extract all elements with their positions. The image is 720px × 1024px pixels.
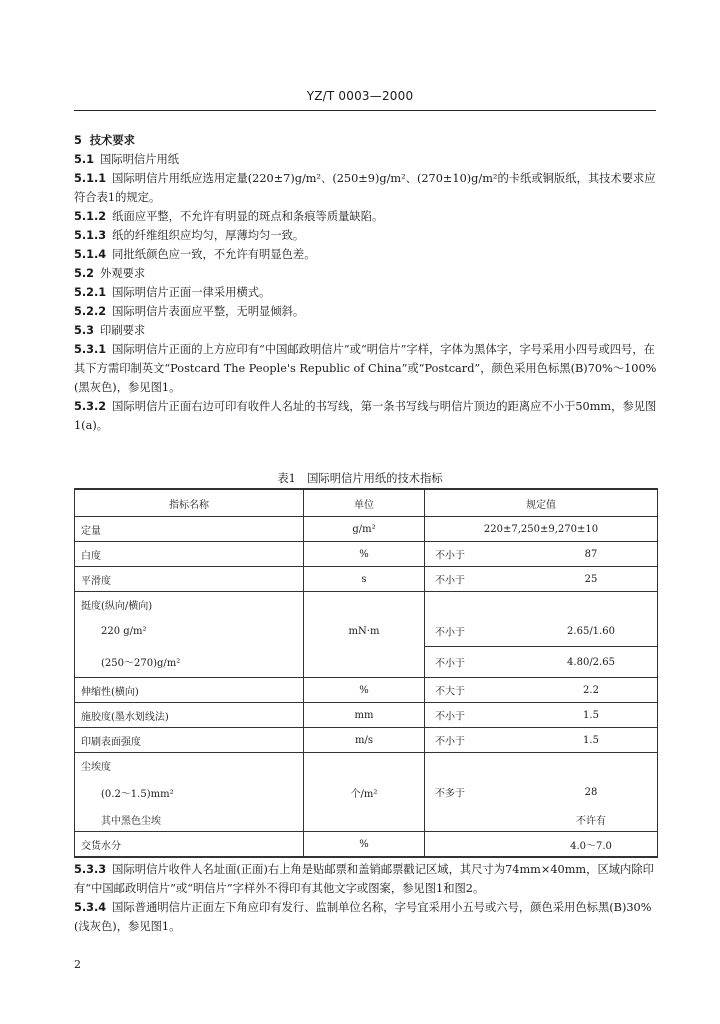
table-row: 白度 % 不小于 87 <box>75 542 658 567</box>
page-number: 2 <box>74 958 81 971</box>
clause-5-1-3: 5.1.3 纸的纤维组织应均匀，厚薄均匀一致。 <box>74 229 305 242</box>
clause-5-1: 5.1 国际明信片用纸 <box>74 153 180 166</box>
table-row: 220 g/m² mN·m 不小于 2.65/1.60 <box>75 616 658 647</box>
clause-5-3-3: 5.3.3 国际明信片收件人名址面(正面)右上角是贴邮票和盖销邮票戳记区域，其尺寸为74mm×40mm，区域内除印有“中国邮政明信片”或“明信片”字样外不得印有其他文字或图案，参见图1和图2。 <box>74 863 654 895</box>
table-caption: 表1 国际明信片用纸的技术指标 <box>277 472 443 485</box>
table-row: 印刷表面强度 m/s 不小于 1.5 <box>75 728 658 753</box>
table-header-row <box>75 489 658 517</box>
table-row: 平滑度 s 不小于 25 <box>75 567 658 592</box>
table-row: 伸缩性(横向) % 不大于 2.2 <box>75 678 658 703</box>
clause-5-3: 5.3 印刷要求 <box>74 324 146 337</box>
standard-number-header: YZ/T 0003—2000 <box>306 89 414 103</box>
clause-5-2: 5.2 外观要求 <box>74 267 146 280</box>
clause-5-1-4: 5.1.4 同批纸颜色应一致，不允许有明显色差。 <box>74 248 316 261</box>
clause-5-1-2: 5.1.2 纸面应平整，不允许有明显的斑点和条痕等质量缺陷。 <box>74 210 384 223</box>
header-spec: 规定值 <box>425 489 658 517</box>
header-name: 指标名称 <box>75 489 304 517</box>
header-unit: 单位 <box>304 489 425 517</box>
table-row: 施胶度(墨水划线法) mm 不小于 1.5 <box>75 703 658 728</box>
clause-5-3-1: 5.3.1 国际明信片正面的上方应印有“中国邮政明信片”或“明信片”字样，字体为黑体字，字号采用小四号或四号，在其下方需印制英文“Postcard The People's Republic of China”或“Postcard”，颜色采用色标黑(B)70%～100%(黑灰色)，参见图1。 <box>74 343 657 394</box>
section-5-3-continued <box>74 860 657 936</box>
clause-5-3-2: 5.3.2 国际明信片正面右边可印有收件人名址的书写线，第一条书写线与明信片顶边的距离应不小于50mm，参见图1(a)。 <box>74 400 657 432</box>
clause-5-2-1: 5.2.1 国际明信片正面一律采用横式。 <box>74 286 271 299</box>
chapter-heading <box>74 131 657 150</box>
clause-5-3-4: 5.3.4 国际普通明信片正面左下角应印有发行、监制单位名称，字号宜采用小五号或六号，颜色采用色标黑(B)30%(浅灰色)，参见图1。 <box>74 901 652 933</box>
table-row: (0.2～1.5)mm² 个/m² 不多于 28 <box>75 777 658 807</box>
table-row: 交货水分 % 4.0～7.0 <box>75 832 658 858</box>
table-row: (250～270)g/m² 不小于 4.80/2.65 <box>75 647 658 678</box>
table-row: 尘埃度 <box>75 753 658 778</box>
clause-5-1-1: 5.1.1 国际明信片用纸应选用定量(220±7)g/m²、(250±9)g/m²、(270±10)g/m²的卡纸或铜版纸，其技术要求应符合表1的规定。 <box>74 172 656 204</box>
clause-5-2-2: 5.2.2 国际明信片表面应平整，无明显倾斜。 <box>74 305 305 318</box>
table-row: 定量 g/m² 220±7,250±9,270±10 <box>75 517 658 542</box>
spec-table <box>74 488 658 858</box>
header-rule <box>74 110 656 111</box>
table-row: 其中黑色尘埃 不许有 <box>75 807 658 832</box>
chapter-title: 技术要求 <box>89 133 135 147</box>
table-row: 挺度(纵向/横向) <box>75 592 658 617</box>
section-5-body <box>74 131 657 435</box>
chapter-number: 5 <box>74 134 82 147</box>
